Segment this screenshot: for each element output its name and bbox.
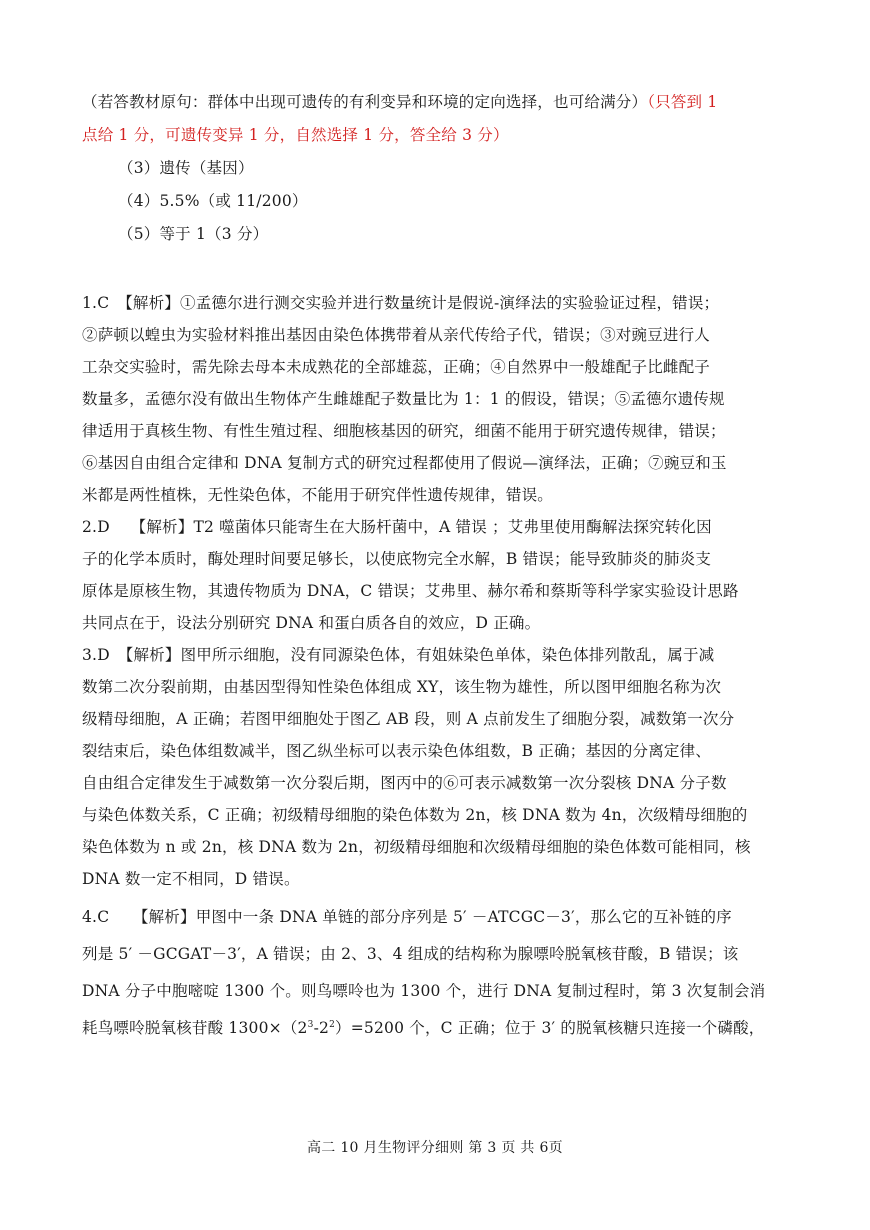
answer-note-text: （若答教材原句：群体中出现可遗传的有利变异和环境的定向选择，也可给满分） [82,93,648,111]
q4-line-4-part-b: -2 [313,1019,330,1037]
q2-line: 子的化学本质时，酶处理时间要足够长，以使底物完全水解，B 错误；能导致肺炎的肺炎支 [82,550,712,568]
q2-line: 2.D 【解析】T2 噬菌体只能寄生在大肠杆菌中，A 错误 ；艾弗里使用酶解法探究转化因 [82,518,712,536]
q3-line: 数第二次分裂前期，由基因型得知性染色体组成 XY，该生物为雄性，所以图甲细胞名称为次 [82,678,722,696]
q1-line: ②萨顿以蝗虫为实验材料推出基因由染色体携带着从亲代传给子代，错误；③对豌豆进行人 [82,326,711,344]
q1-line: 米都是两性植株，无性染色体，不能用于研究伴性遗传规律，错误。 [82,486,554,504]
section-spacer [82,251,788,287]
q3-line: 与染色体数关系，C 正确；初级精母细胞的染色体数为 2n，核 DNA 数为 4n，次级精母细胞的 [82,806,748,824]
exponent-2: 2 [329,1020,335,1030]
q2-line: 原体是原核生物，其遗传物质为 DNA，C 错误；艾弗里、赫尔希和蔡斯等科学家实验设计思路 [82,582,739,600]
q3-line: DNA 数一定不相同，D 错误。 [82,870,300,888]
q1-line: 数量多，孟德尔没有做出生物体产生雌雄配子数量比为 1：1 的假设，错误；⑤孟德尔遗传规 [82,390,725,408]
scoring-note-red: （只答到 1 [647,93,718,111]
answer-note-line-1 [82,86,788,119]
q3-line: 3.D 【解析】图甲所示细胞，没有同源染色体，有姐妹染色单体，染色体排列散乱，属于减 [82,646,715,664]
answer-item-4: （4）5.5%（或 11/200） [118,192,308,210]
exponent-3: 3 [307,1020,314,1030]
q1-line: 律适用于真核生物、有性生殖过程、细胞核基因的研究，细菌不能用于研究遗传规律，错误； [82,422,726,440]
question-3-analysis [82,639,788,895]
q3-line: 自由组合定律发生于减数第一次分裂后期，图丙中的⑥可表示减数第一次分裂核 DNA 分子数 [82,774,727,792]
q4-line-4-part-c: ）=5200 个，C 正确；位于 3′ 的脱氧核糖只连接一个磷酸， [335,1019,765,1037]
answer-section-top [82,86,788,251]
question-4-analysis [82,899,788,1047]
q4-line-1: 4.C 【解析】甲图中一条 DNA 单链的部分序列是 5′ －ATCGC－3′，那么它的互补链的序 [82,908,732,926]
q4-line-2: 列是 5′ －GCGAT－3′，A 错误；由 2、3、4 组成的结构称为腺嘌呤脱氧核苷酸，B 错误；该 [82,945,739,963]
q3-line: 裂结束后，染色体组数减半，图乙纵坐标可以表示染色体组数，B 正确；基因的分离定律、 [82,742,712,760]
answer-item-3: （3）遗传（基因） [118,159,254,177]
answer-item-5: （5）等于 1（3 分） [118,225,269,243]
q3-line: 级精母细胞，A 正确；若图甲细胞处于图乙 AB 段，则 A 点前发生了细胞分裂，减数第一次分 [82,710,735,728]
q4-line-3: DNA 分子中胞嘧啶 1300 个。则鸟嘌呤也为 1300 个，进行 DNA 复制过程时，第 3 次复制会消 [82,982,766,1000]
q1-line: 1.C 【解析】①孟德尔进行测交实验并进行数量统计是假说-演绎法的实验验证过程，错误； [82,294,720,312]
q1-line: 工杂交实验时，需先除去母本未成熟花的全部雄蕊，正确；④自然界中一般雄配子比雌配子 [82,358,711,376]
page-content [82,86,788,1047]
q1-line: ⑥基因自由组合定律和 DNA 复制方式的研究过程都使用了假说—演绎法，正确；⑦豌豆和玉 [82,454,727,472]
question-1-analysis [82,287,788,511]
q4-line-4-part-a: 耗鸟嘌呤脱氧核苷酸 1300×（2 [82,1019,308,1037]
scoring-note-line-2: 点给 1 分，可遗传变异 1 分，自然选择 1 分，答全给 3 分） [82,126,509,144]
q4-line-4 [82,1010,788,1047]
question-2-analysis [82,511,788,639]
page-footer: 高二 10 月生物评分细则 第 3 页 共 6页 [307,1140,563,1156]
q3-line: 染色体数为 n 或 2n，核 DNA 数为 2n，初级精母细胞和次级精母细胞的染色体数可能相同，核 [82,838,751,856]
q2-line: 共同点在于，设法分别研究 DNA 和蛋白质各自的效应，D 正确。 [82,614,541,632]
